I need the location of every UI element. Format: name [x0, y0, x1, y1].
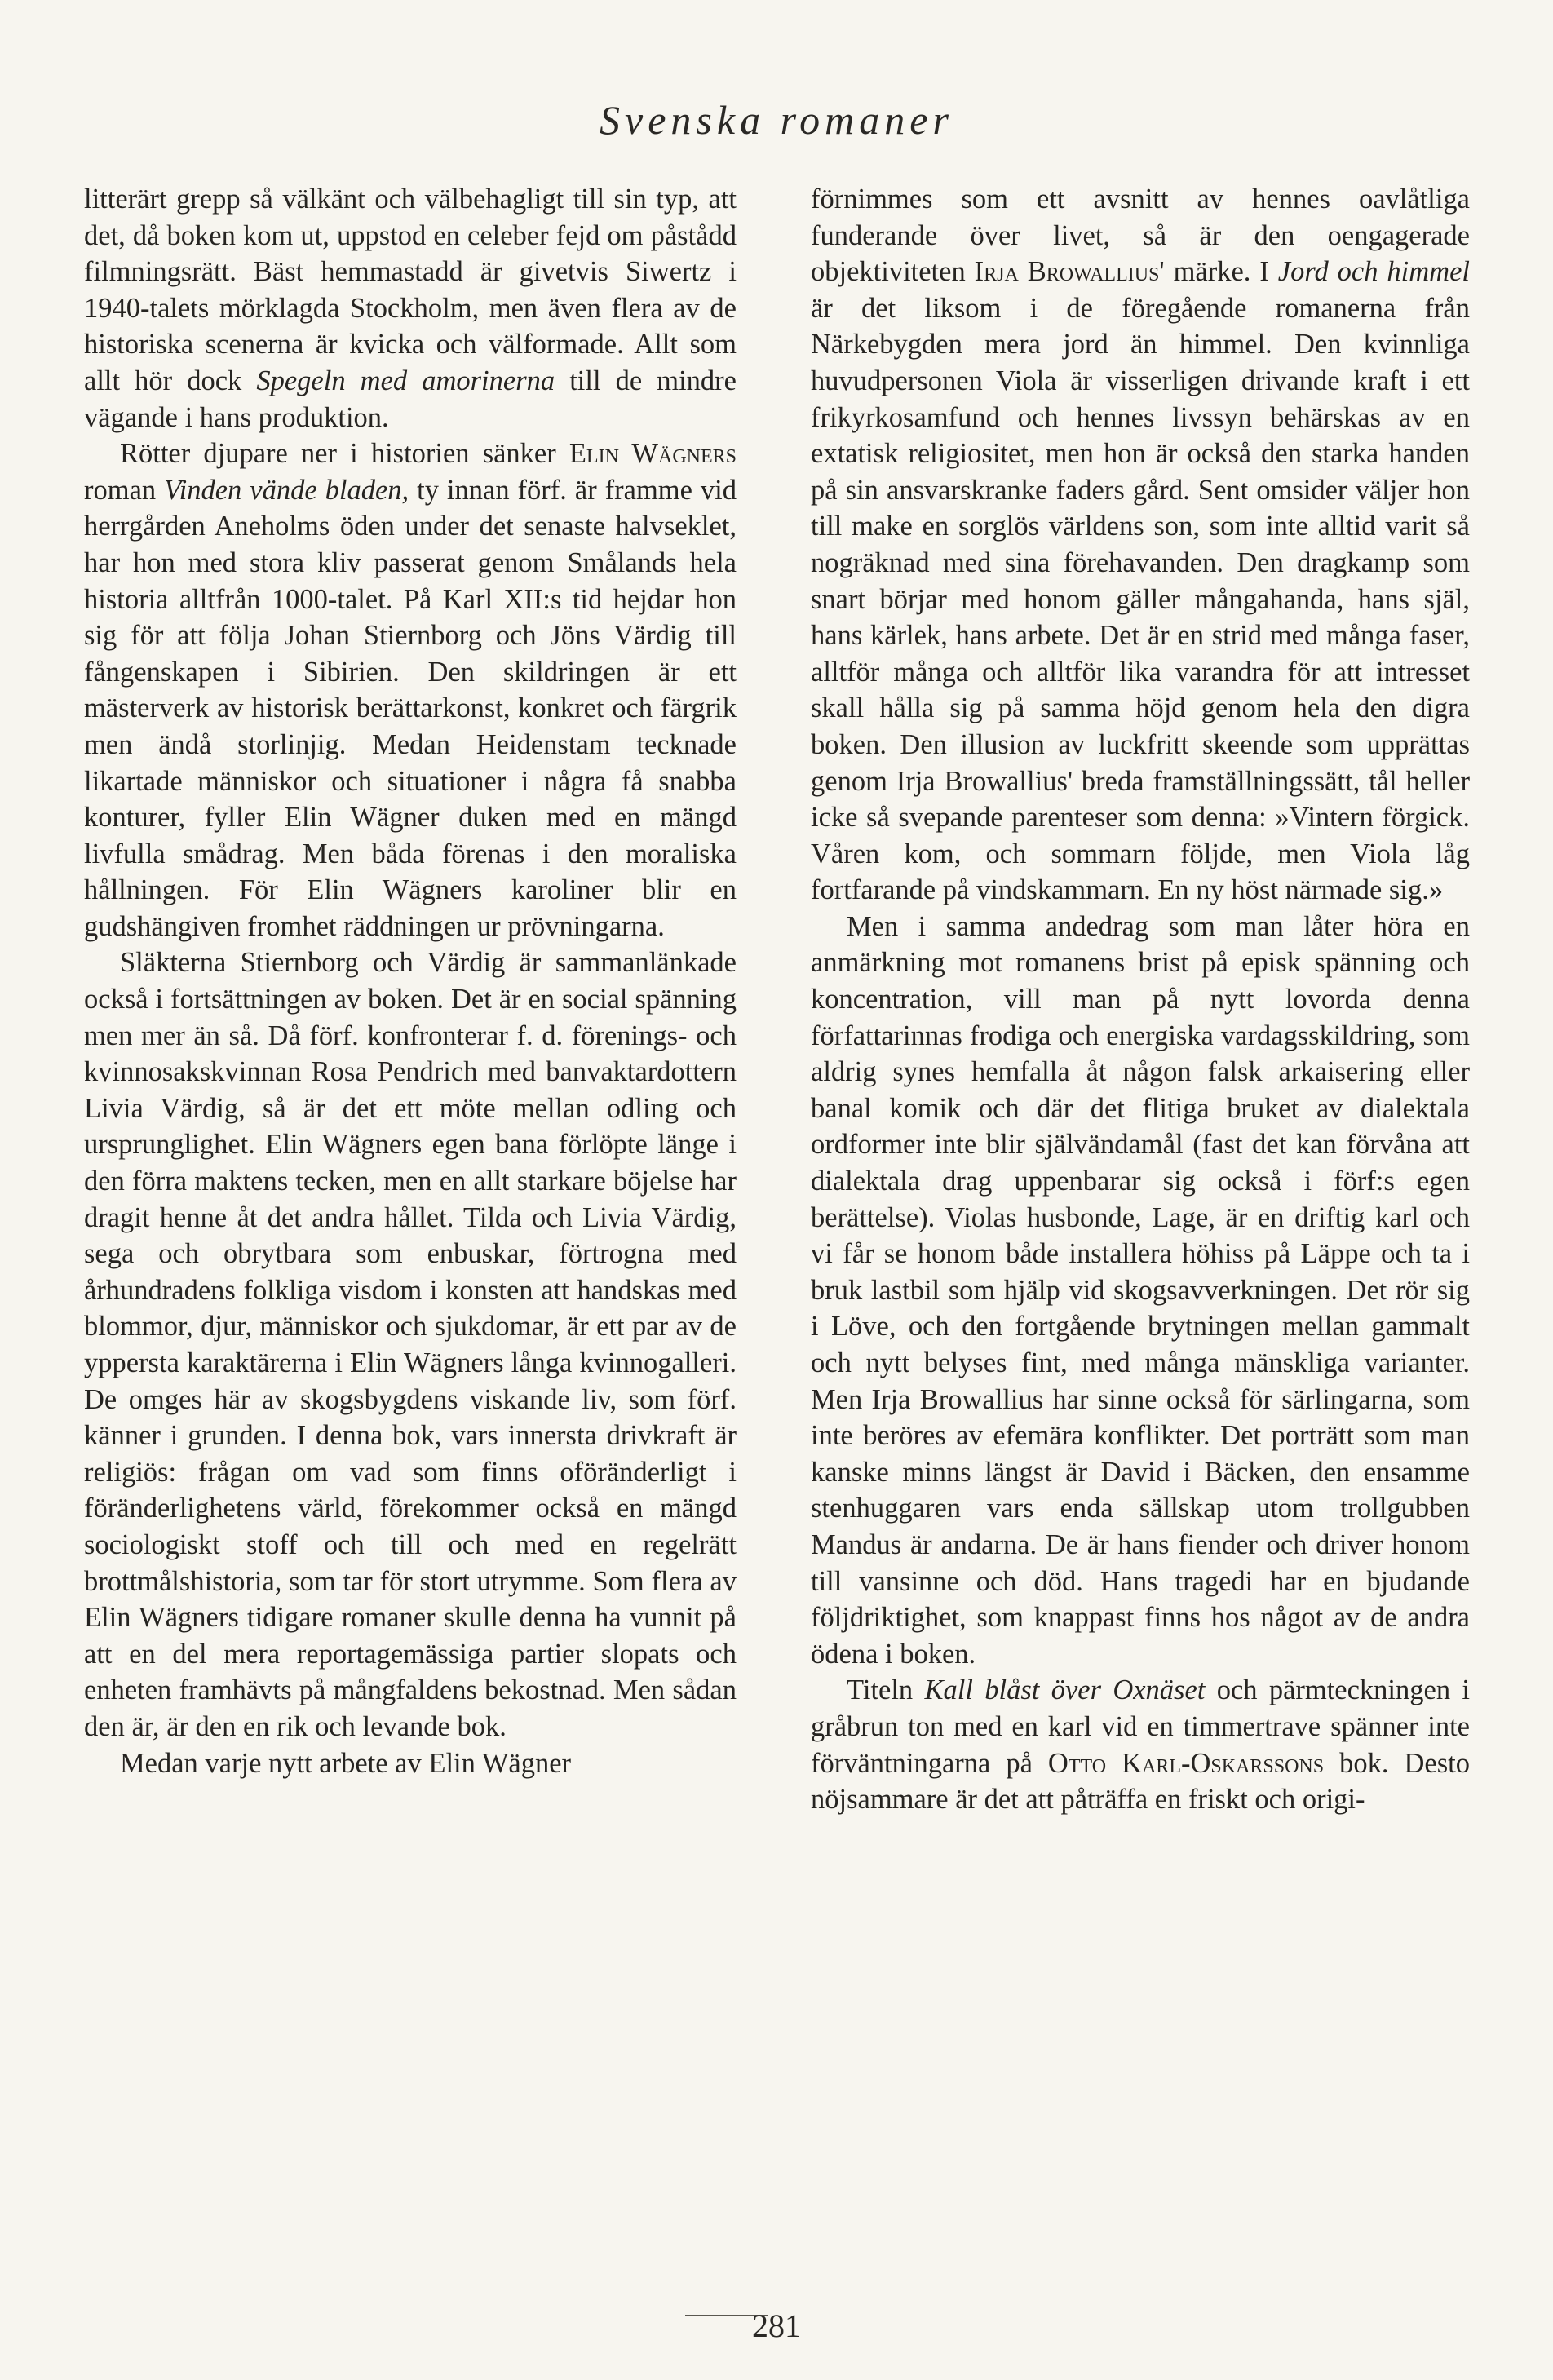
author-name: Elin Wägners	[569, 438, 737, 470]
work-title: Jord och himmel	[1277, 256, 1470, 288]
paragraph: litterärt grepp så välkänt och välbehagligt till sin typ, att det, då boken kom ut, uppstod en celeber fejd om påstådd filmningsrätt. Bäst hemmastadd är givetvis Siwertz i 1940-talets mörklagda Stockholm, men även flera av de historiska scenerna är kvicka och välformade. Allt som allt hör dock Spegeln med amorinerna till de mindre vägande i hans produktion.	[84, 184, 737, 433]
paragraph: Titeln Kall blåst över Oxnäset och pärmteckningen i gråbrun ton med en karl vid en timmertrave spänner inte förväntningarna på Otto Karl-Oskarssons bok. Desto nöjsammare är det att påträffa en friskt och origi-	[811, 1674, 1471, 1816]
right-column	[811, 181, 1470, 1818]
paragraph: Släkterna Stiernborg och Värdig är sammanlänkade också i fortsättningen av boken. Det är en social spänning men mer än så. Då förf. konfronterar f. d. förenings- och kvinnosakskvinnan Rosa Pendrich med banvaktardottern Livia Värdig, så är det ett möte mellan odling och ursprunglighet. Elin Wägners egen bana förlöpte länge i den förra maktens tecken, men en allt starkare böjelse har dragit henne åt det andra hållet. Tilda och Livia Värdig, sega och obrytbara som enbuskar, förtrogna med århundradens folkliga visdom i konsten att handskas med blommor, djur, människor och sjukdomar, är ett par av de yppersta karaktärerna i Elin Wägners långa kvinnogalleri. De omges här av skogsbygdens viskande liv, som förf. känner i grunden. I denna bok, vars innersta drivkraft är religiös: frågan om vad som finns oföränderligt i föränderlighetens värld, förekommer också en mängd sociologiskt stoff och till och med en regelrätt brottmålshistoria, som tar för stort utrymme. Som flera av Elin Wägners tidigare romaner skulle denna ha vunnit på att en del mera reportagemässiga partier slopats och enheten framhävts på mångfaldens bekostnad. Men sådan den är, är den en rik och levande bok.	[84, 947, 737, 1742]
work-title: Spegeln med amorinerna	[256, 365, 555, 396]
paragraph: förnimmes som ett avsnitt av hennes oavlåtliga funderande över livet, så är den oengagerade objektiviteten Irja Browallius' märke. I Jord och himmel är det liksom i de föregående romanerna från Närkebygden mera jord än himmel. Den kvinnliga huvudpersonen Viola är visserligen drivande kraft i ett frikyrkosamfund och hennes livssyn behärskas av en extatisk religiositet, men hon är också den starka handen på sin ansvarskranke faders gård. Sent omsider väljer hon till make en sorglös världens son, som inte alltid varit så nogräknad med sina förehavanden. Den dragkamp som snart börjar med honom gäller mångahanda, hans själ, hans kärlek, hans arbete. Det är en strid med många faser, alltför många och alltför lika varandra för att intresset skall hålla sig på samma höjd genom hela den digra boken. Den illusion av luckfritt skeende som upprättas genom Irja Browallius' breda framställningssätt, tål heller icke så svepande parenteser som denna: »Vintern förgick. Våren kom, och sommarn följde, men Viola låg fortfarande på vindskammarn. En ny höst närmade sig.»	[811, 184, 1470, 906]
running-head: Svenska romaner	[600, 97, 953, 143]
author-name: Otto Karl-Oskarssons	[1047, 1747, 1325, 1779]
work-title: Kall blåst över Oxnäset	[924, 1674, 1206, 1706]
paragraph: Medan varje nytt arbete av Elin Wägner	[120, 1747, 572, 1779]
paragraph: Rötter djupare ner i historien sänker Elin Wägners roman Vinden vände bladen, ty innan förf. är framme vid herrgården Aneholms öden under det senaste halvseklet, har hon med stora kliv passerat genom Smålands hela historia alltfrån 1000-talet. På Karl XII:s tid hejdar hon sig för att följa Johan Stiernborg och Jöns Värdig till fångenskapen i Sibirien. Den skildringen är ett mästerverk av historisk berättarkonst, konkret och färgrik men ändå storlinjig. Medan Heidenstam tecknade likartade människor och situationer i några få snabba konturer, fyller Elin Wägner duken med en mängd livfulla smådrag. Men båda förenas i den moraliska hållningen. För Elin Wägners karoliner blir en gudshängiven fromhet räddningen ur prövningarna.	[84, 438, 737, 942]
page-number: 281	[752, 2307, 801, 2344]
work-title: Vinden vände bladen,	[164, 474, 409, 506]
paragraph: Men i samma andedrag som man låter höra en anmärkning mot romanens brist på episk spänning och koncentration, vill man på nytt lovorda denna författarinnas frodiga och energiska vardagsskildring, som aldrig synes hemfalla åt någon falsk arkaisering eller banal komik och där det flitiga bruket av dialektala ordformer inte blir självändamål (fast det kan förvåna att dialektala drag uppenbarar sig också i förf:s egen berättelse). Violas husbonde, Lage, är en driftig karl och vi får se honom både installera höhiss på Läppe och ta i bruk lastbil som hjälp vid skogsavverkningen. Det rör sig i Löve, och den fortgående brytningen mellan gammalt och nytt belyses fint, med många mänskliga varianter. Men Irja Browallius har sinne också för särlingarna, som inte beröres av efemära konflikter. Det porträtt som man kanske minns längst är David i Bäcken, den ensamme stenhuggaren vars enda sällskap utom trollgubben Mandus är andarna. De är hans fiender och driver honom till vansinne och död. Hans tragedi har en bjudande följdriktighet, som knappast finns hos något av de andra ödena i boken.	[811, 910, 1470, 1670]
left-column	[84, 181, 737, 1781]
author-name: Irja Browallius'	[974, 256, 1165, 288]
